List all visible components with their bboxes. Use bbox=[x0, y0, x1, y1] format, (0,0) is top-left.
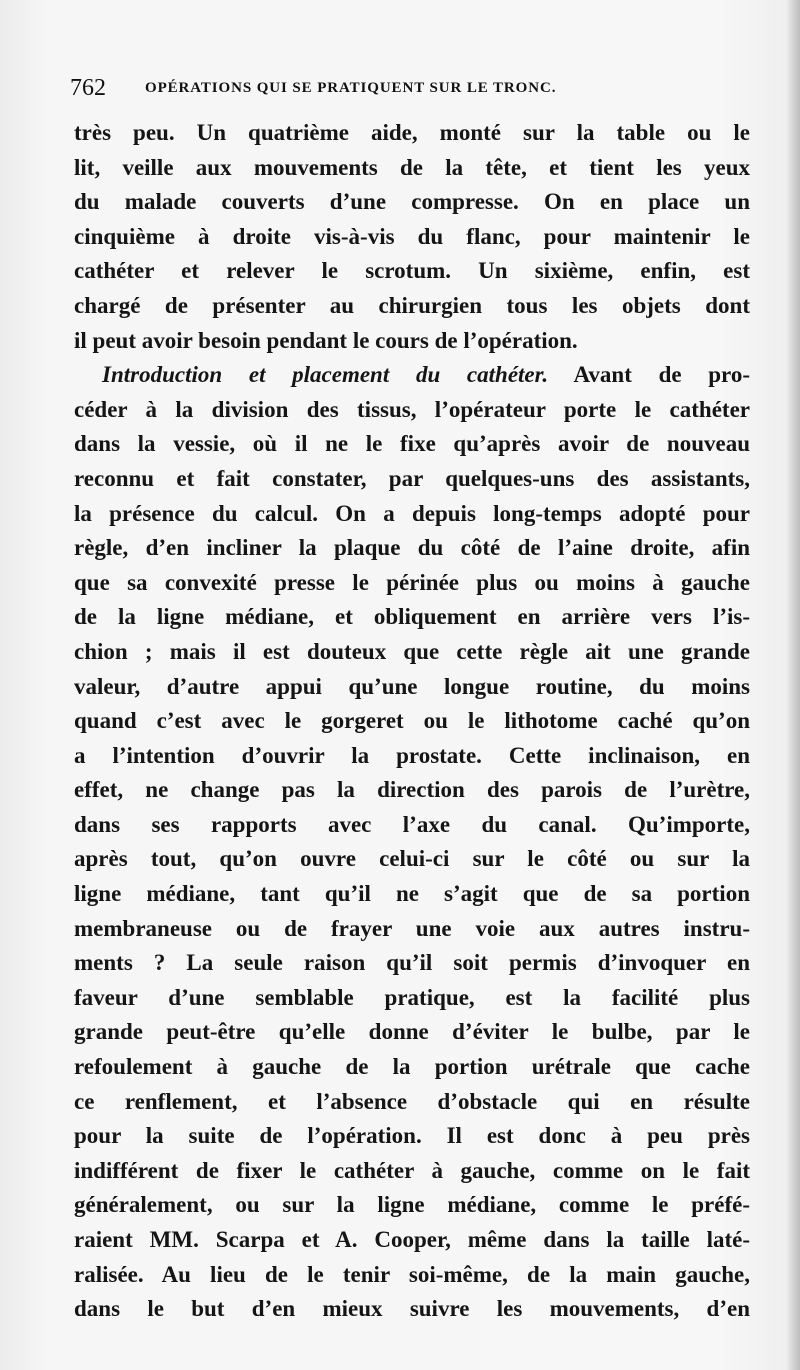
text-line: chargé de présenter au chirurgien tous les objets dont bbox=[74, 292, 750, 318]
text-line: du malade couverts d’une compresse. On en place un bbox=[74, 189, 750, 215]
text-line: dans ses rapports avec l’axe du canal. Qu’importe, bbox=[74, 811, 750, 837]
text-line: raient MM. Scarpa et A. Cooper, même dans la taille laté- bbox=[74, 1227, 750, 1252]
text-line: ments ? La seule raison qu’il soit permis d’invoquer en bbox=[74, 950, 750, 976]
page-number: 762 bbox=[70, 75, 106, 101]
text-line: membraneuse ou de frayer une voie aux autres instru- bbox=[74, 915, 750, 941]
running-head-title: OPÉRATIONS QUI SE PRATIQUENT SUR LE TRONC. bbox=[145, 80, 557, 96]
text-line: effet, ne change pas la direction des parois de l’urètre, bbox=[74, 777, 750, 803]
text-line: dans le but d’en mieux suivre les mouvements, d’en bbox=[74, 1296, 750, 1322]
text-line: grande peut-être qu’elle donne d’éviter le bulbe, par le bbox=[74, 1019, 750, 1045]
text-line: a l’intention d’ouvrir la prostate. Cette inclinaison, en bbox=[74, 742, 750, 768]
section-heading: Introduction et placement du cathéter. bbox=[102, 362, 549, 388]
text-line: indifférent de fixer le cathéter à gauche, comme on le fait bbox=[74, 1157, 750, 1183]
text-line: ralisée. Au lieu de le tenir soi-même, de la main gauche, bbox=[74, 1261, 750, 1287]
text-line: valeur, d’autre appui qu’une longue routine, du moins bbox=[74, 673, 750, 699]
text-line: la présence du calcul. On a depuis long-temps adopté pour bbox=[74, 500, 750, 526]
text-line: de la ligne médiane, et obliquement en arrière vers l’is- bbox=[74, 604, 750, 630]
text-line: ce renflement, et l’absence d’obstacle qui en résulte bbox=[74, 1088, 750, 1114]
text-line: il peut avoir besoin pendant le cours de l’opération. bbox=[74, 327, 578, 353]
text-line: cathéter et relever le scrotum. Un sixième, enfin, est bbox=[74, 258, 750, 284]
text-line: après tout, qu’on ouvre celui-ci sur le côté ou sur la bbox=[74, 846, 750, 872]
text-line: très peu. Un quatrième aide, monté sur la table ou le bbox=[74, 120, 750, 145]
text-line: chion ; mais il est douteux que cette règle ait une grande bbox=[74, 638, 750, 664]
text-line: généralement, ou sur la ligne médiane, comme le préfé- bbox=[74, 1192, 750, 1218]
text-line: pour la suite de l’opération. Il est donc à peu près bbox=[74, 1123, 750, 1149]
text-line: cinquième à droite vis-à-vis du flanc, pour maintenir le bbox=[74, 223, 750, 249]
text-line: règle, d’en incliner la plaque du côté de l’aine droite, afin bbox=[74, 535, 750, 561]
text-line: ligne médiane, tant qu’il ne s’agit que de sa portion bbox=[74, 881, 750, 907]
text-line: lit, veille aux mouvements de la tête, et tient les yeux bbox=[74, 154, 750, 180]
text-line: faveur d’une semblable pratique, est la facilité plus bbox=[74, 984, 750, 1010]
text-line: refoulement à gauche de la portion urétrale que cache bbox=[74, 1054, 750, 1080]
text-line: reconnu et fait constater, par quelques-uns des assistants, bbox=[74, 465, 750, 491]
text-line: céder à la division des tissus, l’opérateur porte le cathéter bbox=[74, 396, 750, 422]
section-first-line-rest: Avant de pro- bbox=[548, 362, 750, 388]
page-gutter-shadow bbox=[786, 0, 800, 1370]
text-line: dans la vessie, où il ne le fixe qu’après avoir de nouveau bbox=[74, 431, 750, 457]
text-line: quand c’est avec le gorgeret ou le lithotome caché qu’on bbox=[74, 708, 750, 734]
section-first-line bbox=[74, 358, 750, 393]
running-head bbox=[70, 74, 710, 104]
page-text bbox=[74, 116, 750, 1327]
text-line: que sa convexité presse le périnée plus ou moins à gauche bbox=[74, 569, 750, 595]
